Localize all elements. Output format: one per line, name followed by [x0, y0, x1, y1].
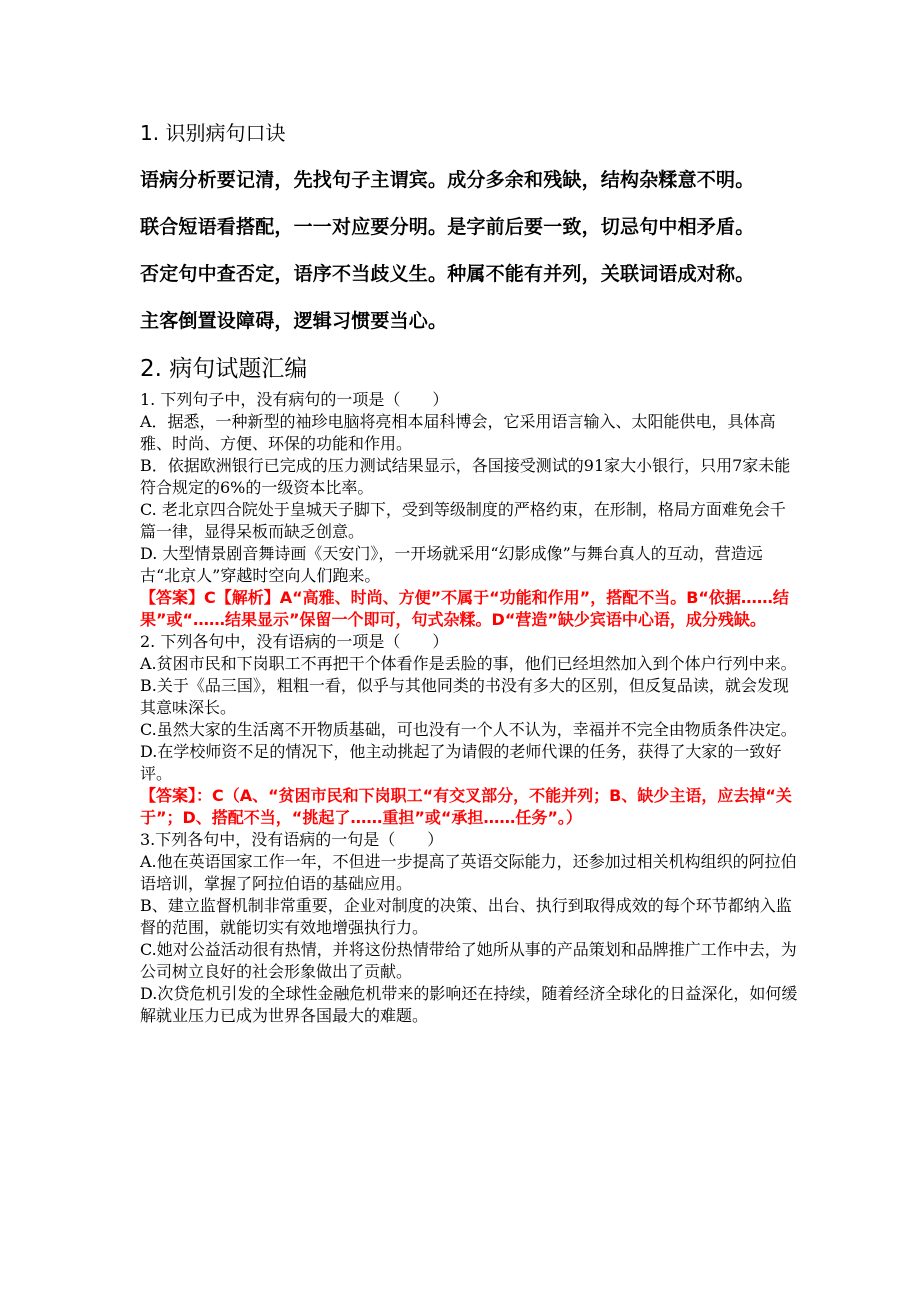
option-a: A.他在英语国家工作一年，不但进一步提高了英语交际能力，还参加过相关机构组织的阿拉伯语培训，掌握了阿拉伯语的基础应用。 [140, 852, 797, 893]
question-stem: 2. 下列各句中，没有语病的一项是（ ） [140, 632, 449, 651]
question-stem: 3.下列各句中，没有语病的一句是（ ） [140, 830, 444, 849]
option-d: D.次贷危机引发的全球性金融危机带来的影响还在持续，随着经济全球化的日益深化，如何缓解就业压力已成为世界各国最大的难题。 [140, 984, 798, 1025]
rhyme-line-2: 联合短语看搭配，一一对应要分明。是字前后要一致，切忌句中相矛盾。 [140, 216, 755, 238]
option-c: C.她对公益活动很有热情，并将这份热情带给了她所从事的产品策划和品牌推广工作中去，为公司树立良好的社会形象做出了贡献。 [140, 940, 797, 981]
option-c: C.虽然大家的生活离不开物质基础，可也没有一个人不认为，幸福并不完全由物质条件决定。 [140, 720, 797, 739]
option-c: C. 老北京四合院处于皇城天子脚下，受到等级制度的严格约束，在形制，格局方面难免会千篇一律，显得呆板而缺乏创意。 [140, 500, 786, 541]
section1-heading: 1. 识别病句口诀 [140, 121, 286, 145]
option-a: A.贫困市民和下岗职工不再把干个体看作是丢脸的事，他们已经坦然加入到个体户行列中来。 [140, 654, 797, 673]
option-b: B、建立监督机制非常重要，企业对制度的决策、出台、执行到取得成效的每个环节都纳入监督的范围，就能切实有效地增强执行力。 [140, 896, 792, 937]
option-a: A．据悉，一种新型的袖珍电脑将亮相本届科博会，它采用语言输入、太阳能供电，具体高雅、时尚、方便、环保的功能和作用。 [140, 412, 776, 453]
question-stem: 1. 下列句子中，没有病句的一项是（ ） [140, 390, 449, 409]
question-1 [140, 389, 840, 631]
answer-explanation: 【答案】：C（A、“贫困市民和下岗职工“有交叉部分，不能并列；B、缺少主语，应去掉“关于”；D、搭配不当，“挑起了……重担”或“承担……任务”。） [140, 786, 792, 827]
answer-explanation: 【答案】C【解析】A“高雅、时尚、方便”不属于“功能和作用”，搭配不当。B“依据……结果”或“……结果显示”保留一个即可，句式杂糅。D“营造”缺少宾语中心语，成分残缺。 [140, 588, 789, 629]
rhyme-line-4: 主客倒置设障碍，逻辑习惯要当心。 [140, 310, 448, 332]
option-b: B.关于《品三国》，粗粗一看，似乎与其他同类的书没有多大的区别，但反复品读，就会发现其意味深长。 [140, 676, 789, 717]
rhyme-line-3: 否定句中查否定，语序不当歧义生。种属不能有并列，关联词语成对称。 [140, 263, 755, 285]
option-d: D.在学校师资不足的情况下，他主动挑起了为请假的老师代课的任务，获得了大家的一致好评。 [140, 742, 782, 783]
option-d: D. 大型情景剧音舞诗画《天安门》，一开场就采用“幻影成像”与舞台真人的互动，营造远古“北京人”穿越时空向人们跑来。 [140, 544, 763, 585]
rhyme-line-1: 语病分析要记清，先找句子主谓宾。成分多余和残缺，结构杂糅意不明。 [140, 169, 755, 191]
option-b: B．依据欧洲银行已完成的压力测试结果显示，各国接受测试的91家大小银行，只用7家未能符合规定的6%的一级资本比率。 [140, 456, 791, 497]
section2-heading: 2. 病句试题汇编 [140, 356, 308, 382]
document-page [140, 118, 840, 1027]
question-2 [140, 631, 840, 829]
question-3 [140, 829, 840, 1027]
